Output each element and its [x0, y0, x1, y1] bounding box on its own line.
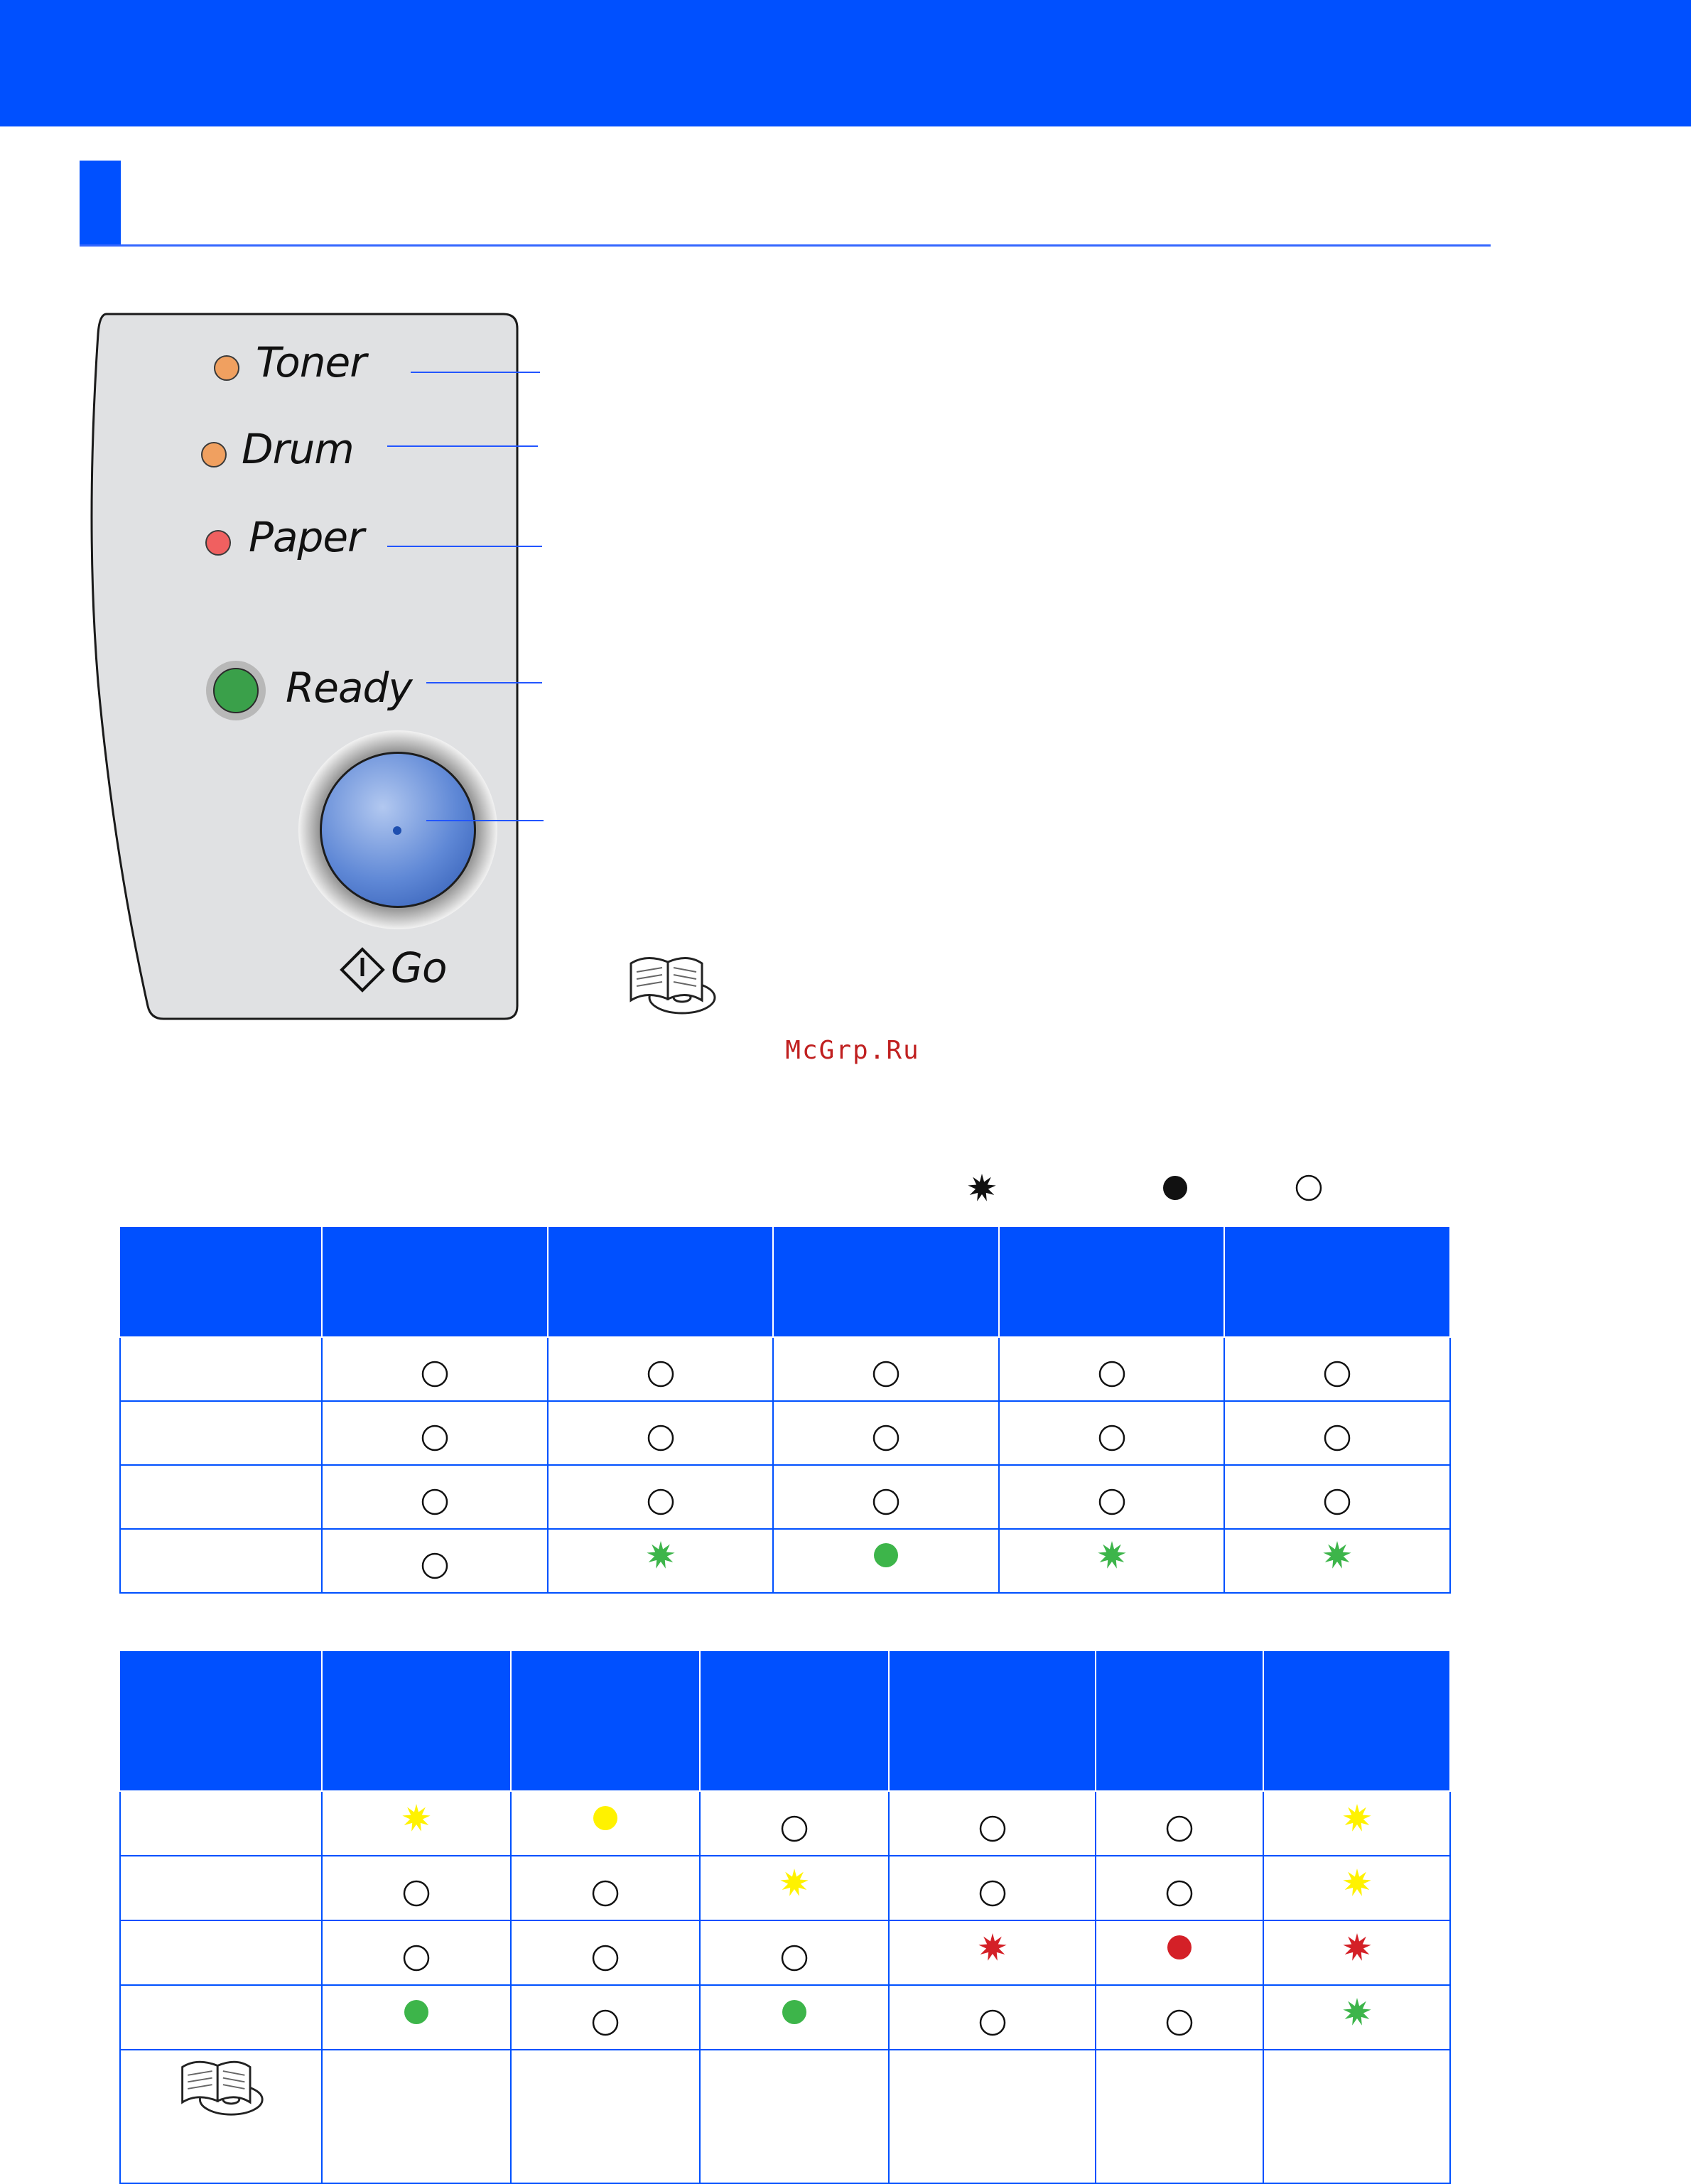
led-state-cell [548, 1529, 773, 1593]
led-off-icon [977, 1878, 1008, 1909]
manual-cd-icon [625, 949, 718, 1020]
led-off-icon [401, 1878, 432, 1909]
led-blink-green-icon [645, 1540, 676, 1571]
led-state-cell [322, 1529, 548, 1593]
led-off-icon [1164, 1878, 1195, 1909]
table-row [120, 1791, 1450, 1856]
led-state-cell [322, 1465, 548, 1529]
row-label-cell [120, 1856, 322, 1920]
led-state-cell [773, 1401, 999, 1465]
led-state-cell [1263, 1856, 1450, 1920]
table-row [120, 2050, 1450, 2183]
led-off-icon [1322, 1486, 1353, 1518]
manual-ref-cell [1096, 2050, 1263, 2183]
table-header-cell [548, 1226, 773, 1337]
led-state-cell [999, 1401, 1224, 1465]
led-state-cell [889, 1985, 1096, 2050]
ready-label: Ready [286, 664, 412, 712]
led-off-icon [779, 1942, 810, 1974]
led-state-cell [1224, 1337, 1450, 1401]
manual-ref-cell [322, 2050, 511, 2183]
led-blink-yellow-icon [401, 1802, 432, 1834]
table-row [120, 1856, 1450, 1920]
led-off-icon [419, 1550, 450, 1582]
toner-label: Toner [256, 338, 367, 386]
table-header-cell [999, 1226, 1224, 1337]
table-header-cell [322, 1650, 511, 1791]
row-label-cell [120, 1465, 322, 1529]
led-state-cell [773, 1465, 999, 1529]
manual-ref-cell [700, 2050, 889, 2183]
table-row [120, 1465, 1450, 1529]
led-state-cell [322, 1920, 511, 1985]
led-state-cell [548, 1401, 773, 1465]
section-marker [80, 161, 121, 246]
led-off-icon [419, 1486, 450, 1518]
manual-ref-cell [889, 2050, 1096, 2183]
led-off-icon [870, 1358, 902, 1390]
led-state-cell [1263, 1920, 1450, 1985]
led-state-cell [700, 1791, 889, 1856]
led-off-icon [977, 1813, 1008, 1844]
led-blink-yellow-icon [1341, 1802, 1373, 1834]
led-off-icon [419, 1358, 450, 1390]
table-header-cell [889, 1650, 1096, 1791]
row-label-cell [120, 1791, 322, 1856]
led-state-cell [1224, 1465, 1450, 1529]
led-state-cell [511, 1791, 700, 1856]
led-off-icon [1164, 1813, 1195, 1844]
led-state-cell [322, 1401, 548, 1465]
led-state-cell [322, 1985, 511, 2050]
table-row [120, 1401, 1450, 1465]
paper-label: Paper [249, 513, 364, 561]
go-label: Go [391, 944, 447, 992]
drum-leader-line [387, 445, 538, 447]
table-row [120, 1529, 1450, 1593]
table-header-cell [1224, 1226, 1450, 1337]
led-state-cell [700, 1856, 889, 1920]
led-off-icon [1164, 2007, 1195, 2038]
led-off-icon [645, 1422, 676, 1454]
drum-led-icon [201, 442, 227, 467]
led-off-icon [401, 1942, 432, 1974]
top-banner [0, 0, 1691, 126]
led-state-cell [999, 1337, 1224, 1401]
table-row [120, 1985, 1450, 2050]
led-blink-yellow-icon [779, 1867, 810, 1898]
led-state-cell [511, 1920, 700, 1985]
led-status-table-1 [119, 1226, 1451, 1594]
led-blink-green-icon [1322, 1540, 1353, 1571]
led-off-icon [1096, 1358, 1128, 1390]
go-power-icon [339, 946, 386, 993]
led-state-cell [511, 1985, 700, 2050]
led-state-cell [999, 1529, 1224, 1593]
led-state-cell [1096, 1856, 1263, 1920]
led-state-cell [322, 1856, 511, 1920]
led-off-icon [419, 1422, 450, 1454]
led-state-cell [1263, 1985, 1450, 2050]
table-header-cell [120, 1226, 322, 1337]
led-state-cell [322, 1791, 511, 1856]
led-off-icon [779, 1813, 810, 1844]
led-blink-green-icon [1341, 1996, 1373, 2028]
table-row [120, 1920, 1450, 1985]
led-off-icon [590, 2007, 621, 2038]
table-header-cell [700, 1650, 889, 1791]
led-state-cell [322, 1337, 548, 1401]
manual-ref-cell [1263, 2050, 1450, 2183]
led-on-yellow-icon [590, 1802, 621, 1834]
paper-led-icon [205, 530, 231, 556]
led-blink-red-icon [977, 1932, 1008, 1963]
paper-leader-line [387, 546, 542, 547]
led-state-cell [1096, 1791, 1263, 1856]
led-off-icon [590, 1942, 621, 1974]
led-off-icon [590, 1878, 621, 1909]
table-row [120, 1337, 1450, 1401]
led-off-icon [1322, 1422, 1353, 1454]
led-state-cell [999, 1465, 1224, 1529]
led-state-cell [889, 1791, 1096, 1856]
led-state-cell [1224, 1529, 1450, 1593]
section-rule [80, 244, 1491, 247]
led-status-table-2 [119, 1650, 1451, 2184]
toner-leader-line [411, 372, 540, 373]
table-header-cell [1263, 1650, 1450, 1791]
led-state-cell [1263, 1791, 1450, 1856]
led-state-cell [889, 1856, 1096, 1920]
led-off-icon [870, 1422, 902, 1454]
toner-led-icon [214, 355, 239, 381]
led-off-icon [645, 1486, 676, 1518]
led-state-cell [548, 1465, 773, 1529]
legend [966, 1172, 1364, 1212]
ready-leader-line [426, 682, 542, 683]
led-state-cell [773, 1337, 999, 1401]
manual-ref-cell [511, 2050, 700, 2183]
row-label-cell [120, 1337, 322, 1401]
ready-led-icon [206, 661, 266, 720]
led-state-cell [889, 1920, 1096, 1985]
led-state-cell [700, 1985, 889, 2050]
led-off-icon [1096, 1422, 1128, 1454]
led-off-icon [1096, 1486, 1128, 1518]
led-on-green-icon [779, 1996, 810, 2028]
row-label-cell [120, 1920, 322, 1985]
led-state-cell [1096, 1985, 1263, 2050]
row-label-cell [120, 1401, 322, 1465]
table-header-cell [511, 1650, 700, 1791]
led-state-cell [548, 1337, 773, 1401]
manual-cd-icon [177, 2053, 265, 2121]
led-on-green-icon [870, 1540, 902, 1571]
led-off-icon [1322, 1358, 1353, 1390]
on-icon [1160, 1172, 1191, 1204]
led-off-icon [645, 1358, 676, 1390]
table-header-cell [1096, 1650, 1263, 1791]
led-state-cell [1096, 1920, 1263, 1985]
blink-icon [966, 1172, 998, 1204]
go-leader-line [426, 820, 544, 821]
led-blink-green-icon [1096, 1540, 1128, 1571]
led-blink-yellow-icon [1341, 1867, 1373, 1898]
led-state-cell [1224, 1401, 1450, 1465]
watermark-text: McGrp.Ru [785, 1036, 920, 1065]
led-state-cell [511, 1856, 700, 1920]
led-on-green-icon [401, 1996, 432, 2028]
row-label-cell [120, 1529, 322, 1593]
row-label-cell [120, 1985, 322, 2050]
led-blink-red-icon [1341, 1932, 1373, 1963]
go-button[interactable] [320, 752, 476, 908]
off-icon [1293, 1172, 1324, 1204]
drum-label: Drum [242, 425, 354, 473]
led-state-cell [773, 1529, 999, 1593]
table-header-cell [322, 1226, 548, 1337]
led-on-red-icon [1164, 1932, 1195, 1963]
manual-ref-cell [120, 2050, 322, 2183]
led-off-icon [977, 2007, 1008, 2038]
table-header-cell [120, 1650, 322, 1791]
led-off-icon [870, 1486, 902, 1518]
table-header-cell [773, 1226, 999, 1337]
led-state-cell [700, 1920, 889, 1985]
control-panel [85, 313, 526, 1020]
